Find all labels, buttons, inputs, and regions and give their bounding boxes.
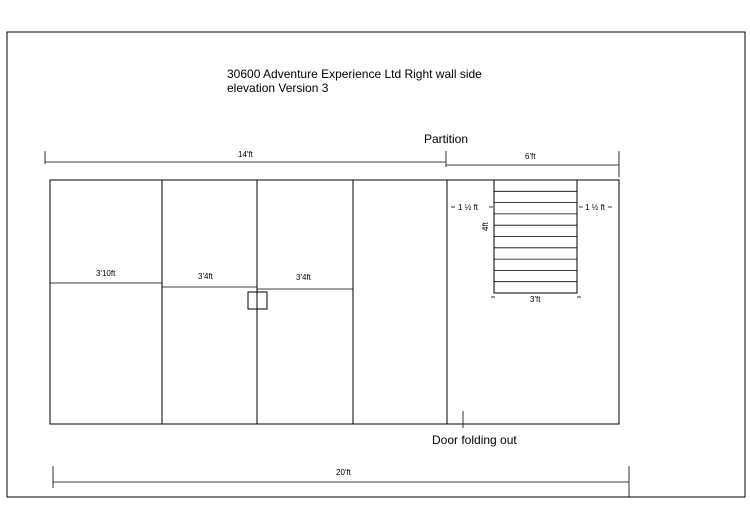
title-line-1: 30600 Adventure Experience Ltd Right wall side bbox=[227, 67, 482, 81]
dim-panel-2-label: 3'4ft bbox=[198, 272, 213, 281]
window-left-offset-label: 1 ½ ft bbox=[458, 203, 479, 212]
sheet-border bbox=[7, 32, 745, 497]
window-slats bbox=[494, 191, 577, 281]
title-line-2: elevation Version 3 bbox=[227, 81, 329, 95]
dim-20ft-label: 20'ft bbox=[336, 468, 351, 477]
dim-panel-1-label: 3'10ft bbox=[96, 269, 116, 278]
partition-label: Partition bbox=[424, 132, 469, 146]
window-height-label: 4ft bbox=[481, 222, 490, 231]
dim-6ft-label: 6'ft bbox=[525, 152, 536, 161]
window-width-label: 3'ft bbox=[530, 295, 541, 304]
window-right-offset-label: 1 ½ ft bbox=[585, 203, 606, 212]
dim-14ft-label: 14'ft bbox=[238, 150, 253, 159]
dim-panel-3-label: 3'4ft bbox=[296, 273, 311, 282]
door-label: Door folding out bbox=[432, 433, 517, 447]
